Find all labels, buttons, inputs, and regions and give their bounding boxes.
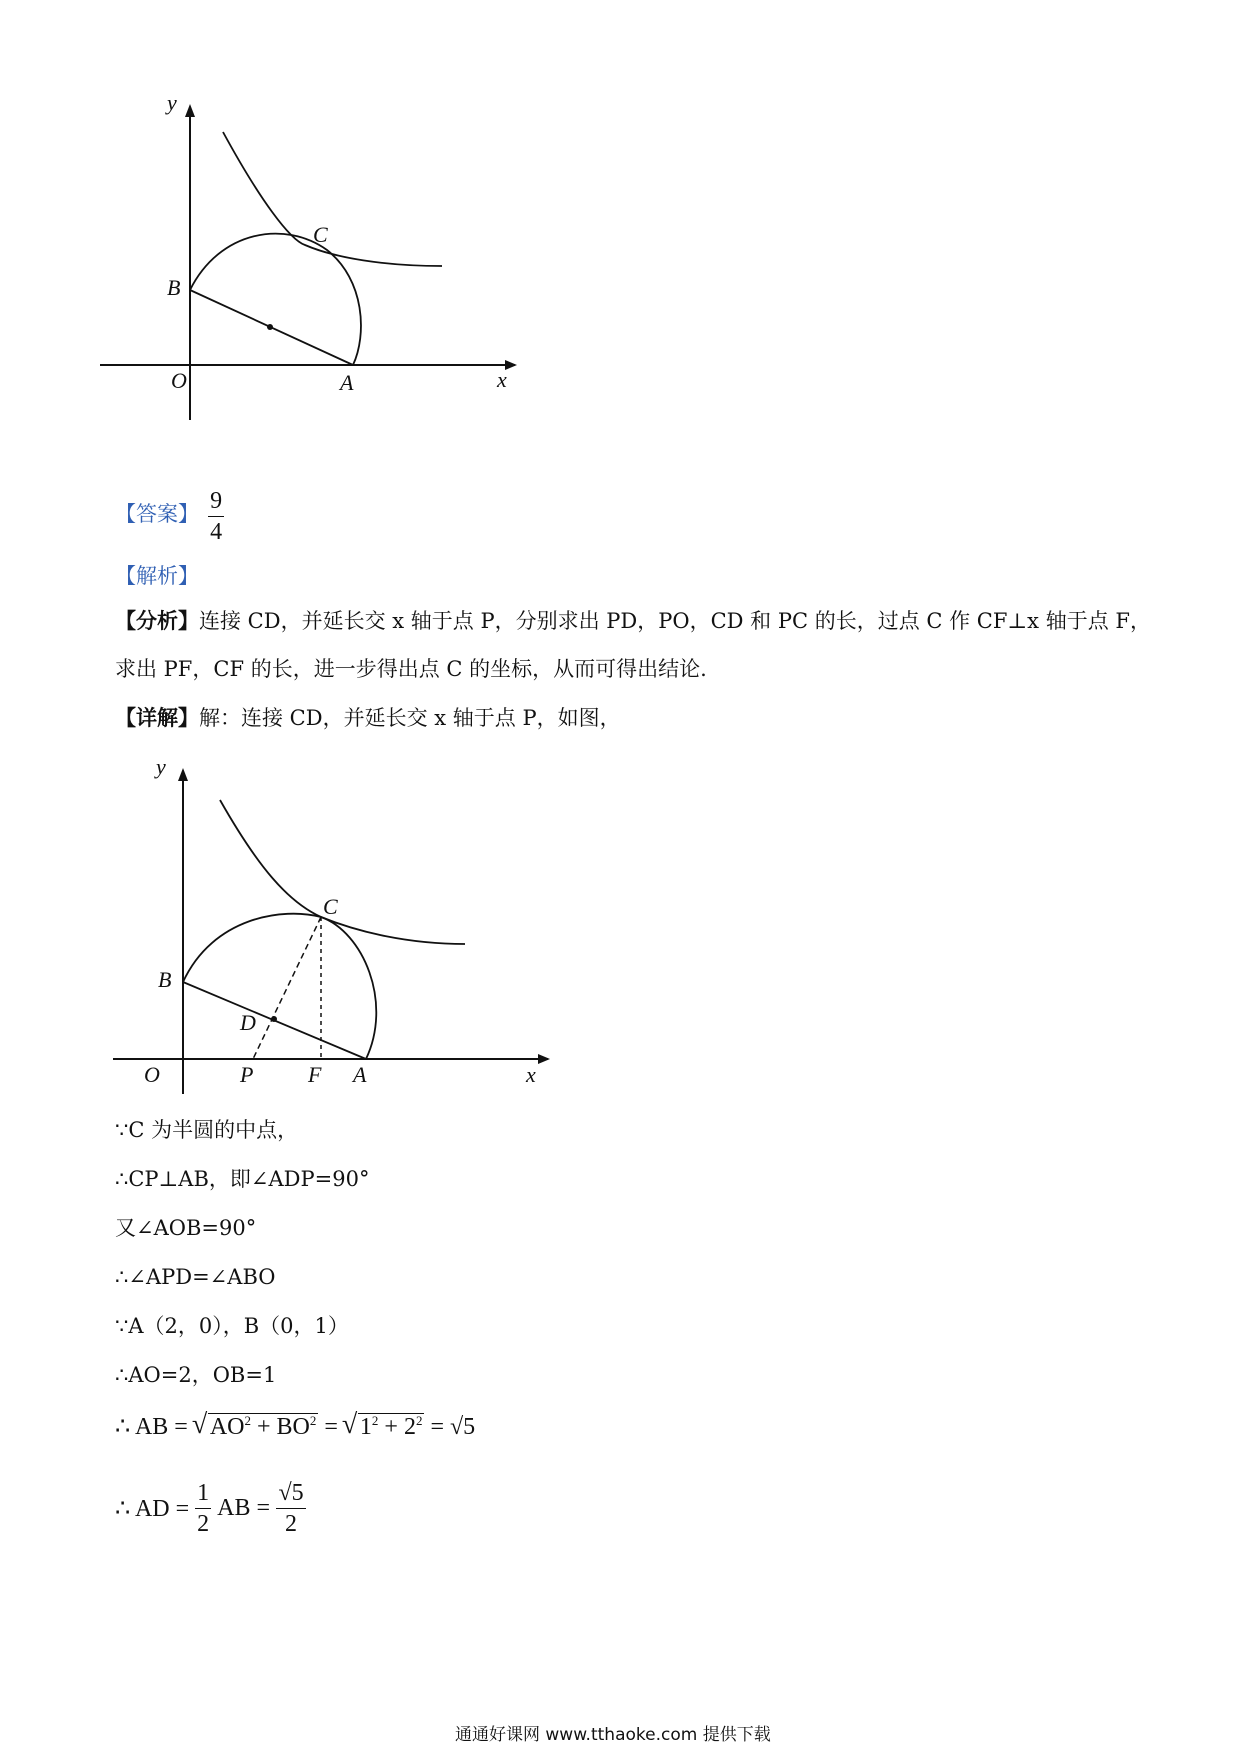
label-b: B — [167, 275, 181, 300]
xiangjie-tag: 【详解】 — [115, 705, 199, 730]
eq-ab-end: = √5 — [430, 1414, 476, 1440]
fenxi-text-1: 连接 CD，并延长交 x 轴于点 P，分别求出 PD，PO，CD 和 PC 的长，过点 C 作 CF⊥x 轴于点 F， — [199, 609, 1151, 633]
figure-2 — [108, 752, 558, 1102]
step-5: ∵A（2，0），B（0，1） — [115, 1314, 349, 1338]
equation-ad — [115, 1480, 306, 1537]
hyperbola-curve — [223, 132, 442, 266]
eq-ad-frac-1: $\frac{1}{2}$ — [197, 1480, 210, 1537]
answer-numerator: 9 — [210, 488, 223, 514]
figure-1 — [95, 90, 535, 430]
step-1: ∵C 为半圆的中点， — [115, 1118, 299, 1142]
point-d — [271, 1016, 277, 1022]
label-p: P — [240, 1062, 254, 1087]
xiangjie-text: 解：连接 CD，并延长交 x 轴于点 P，如图， — [199, 706, 621, 730]
answer-fraction — [208, 488, 224, 545]
fenxi-tag: 【分析】 — [115, 608, 199, 633]
page-footer: 通通好课网 www.tthaoke.com 提供下载 — [455, 1725, 771, 1745]
label-d: D — [240, 1010, 256, 1035]
x-axis-arrow — [538, 1054, 550, 1064]
label-y: y — [167, 90, 177, 115]
step-4: ∴∠APD=∠ABO — [115, 1265, 276, 1289]
center-point — [267, 324, 273, 330]
xiangjie-line — [115, 703, 621, 733]
answer-denominator: 4 — [210, 519, 223, 545]
semicircle-arc — [190, 234, 361, 365]
label-x: x — [526, 1062, 536, 1087]
segment-cp-dashed — [253, 917, 321, 1059]
semicircle-arc — [183, 914, 376, 1059]
step-3: 又∠AOB=90° — [115, 1216, 257, 1240]
x-axis-arrow — [505, 360, 517, 370]
eq-ab-mid: = — [324, 1414, 338, 1440]
equation-ab: ∴ AB = √ $AO^2 + BO^2$ = √ $1^2 + 2^2 = √5$ — [115, 1412, 475, 1441]
label-y: y — [156, 754, 166, 779]
eq-ad-mid: AB = — [217, 1495, 271, 1521]
label-a: A — [340, 370, 354, 395]
label-f: F — [308, 1062, 322, 1087]
eq-ad-prefix: ∴ AD = — [115, 1496, 190, 1522]
label-c: C — [323, 894, 338, 919]
y-axis-arrow — [185, 104, 195, 117]
answer-tag: 【答案】 — [115, 502, 199, 526]
eq-ad-frac-2: $\frac{√5}{2}$ — [276, 1480, 306, 1537]
answer-row — [115, 488, 224, 545]
y-axis-arrow — [178, 768, 188, 781]
label-o: O — [144, 1062, 160, 1087]
fenxi-line-1 — [115, 606, 1151, 636]
label-x: x — [497, 367, 507, 392]
eq-ab-prefix: ∴ AB = — [115, 1414, 188, 1440]
step-6: ∴AO=2，OB=1 — [115, 1363, 277, 1387]
fenxi-line-2: 求出 PF，CF 的长，进一步得出点 C 的坐标，从而可得出结论. — [115, 657, 707, 681]
label-b: B — [158, 967, 172, 992]
label-o: O — [171, 368, 187, 393]
label-c: C — [313, 222, 328, 247]
step-2: ∴CP⊥AB，即∠ADP=90° — [115, 1167, 370, 1191]
hyperbola-curve — [220, 800, 465, 944]
analysis-tag: 【解析】 — [115, 564, 199, 588]
label-a: A — [353, 1062, 367, 1087]
